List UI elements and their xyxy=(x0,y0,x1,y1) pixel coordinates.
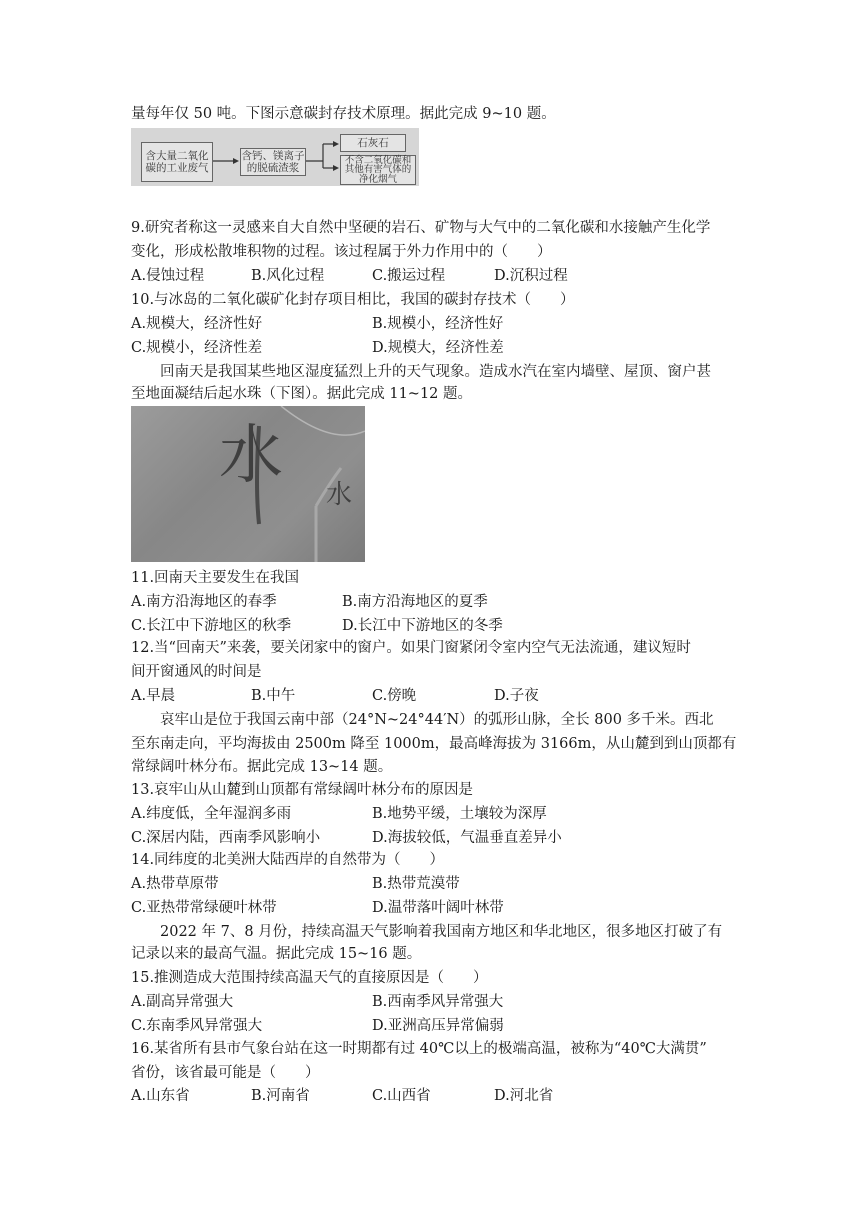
intro-heat-line2: 记录以来的最高气温。据此完成 15~16 题。 xyxy=(131,946,422,962)
q12-stem-line2: 间开窗通风的时间是 xyxy=(131,664,262,680)
q11-option-b[interactable]: B.南方沿海地区的夏季 xyxy=(342,594,488,610)
q9-option-c[interactable]: C.搬运过程 xyxy=(372,268,446,284)
q16-option-a[interactable]: A.山东省 xyxy=(131,1088,190,1104)
q14-option-a[interactable]: A.热带草原带 xyxy=(131,876,219,892)
q11-stem: 11.回南天主要发生在我国 xyxy=(131,570,300,586)
q13-stem: 13.哀牢山从山麓到山顶都有常绿阔叶林分布的原因是 xyxy=(131,782,474,798)
intro-humid-line2: 至地面凝结后起水珠（下图）。据此完成 11~12 题。 xyxy=(131,386,473,402)
q9-stem-line2: 变化，形成松散堆积物的过程。该过程属于外力作用中的（ ） xyxy=(131,244,552,260)
photo-char-large: 水 xyxy=(219,419,283,493)
diagram-box-limestone: 石灰石 xyxy=(340,134,406,152)
q15-option-c[interactable]: C.东南季风异常强大 xyxy=(131,1018,263,1034)
q14-option-d[interactable]: D.温带落叶阔叶林带 xyxy=(372,900,504,916)
q14-option-c[interactable]: C.亚热带常绿硬叶林带 xyxy=(131,900,277,916)
q10-option-a[interactable]: A.规模大，经济性好 xyxy=(131,316,263,332)
q16-option-b[interactable]: B.河南省 xyxy=(251,1088,310,1104)
intro-carbon-storage: 量每年仅 50 吨。下图示意碳封存技术原理。据此完成 9~10 题。 xyxy=(131,106,556,122)
q16-option-d[interactable]: D.河北省 xyxy=(494,1088,554,1104)
q13-option-a[interactable]: A.纬度低，全年湿润多雨 xyxy=(131,806,292,822)
q14-option-b[interactable]: B.热带荒漠带 xyxy=(372,876,460,892)
q13-option-c[interactable]: C.深居内陆，西南季风影响小 xyxy=(131,830,321,846)
condensation-photo xyxy=(131,406,365,562)
intro-heat-line1: 2022 年 7、8 月份，持续高温天气影响着我国南方地区和华北地区，很多地区打破了有 xyxy=(160,924,723,940)
q12-option-c[interactable]: C.傍晚 xyxy=(372,688,417,704)
diagram-box-industrial-gas: 含大量二氧化碳的工业废气 xyxy=(141,142,213,182)
q16-option-c[interactable]: C.山西省 xyxy=(372,1088,431,1104)
q12-stem-line1: 12.当“回南天”来袭，要关闭家中的窗户。如果门窗紧闭令室内空气无法流通，建议短时 xyxy=(131,640,691,656)
photo-char-small: 水 xyxy=(326,480,353,510)
q10-option-d[interactable]: D.规模大，经济性差 xyxy=(372,340,504,356)
q16-stem-line1: 16.某省所有县市气象台站在这一时期都有过 40℃以上的极端高温，被称为“40℃大满贯” xyxy=(131,1041,707,1057)
q9-option-a[interactable]: A.侵蚀过程 xyxy=(131,268,205,284)
q13-option-d[interactable]: D.海拔较低，气温垂直差异小 xyxy=(372,830,562,846)
intro-ailao-line1: 哀牢山是位于我国云南中部（24°N~24°44′N）的弧形山脉，全长 800 多千米。西北 xyxy=(160,712,714,728)
q15-option-b[interactable]: B.西南季风异常强大 xyxy=(372,994,504,1010)
q9-option-b[interactable]: B.风化过程 xyxy=(251,268,325,284)
q10-option-b[interactable]: B.规模小，经济性好 xyxy=(372,316,504,332)
q11-option-c[interactable]: C.长江中下游地区的秋季 xyxy=(131,618,292,634)
q9-stem-line1: 9.研究者称这一灵感来自大自然中坚硬的岩石、矿物与大气中的二氧化碳和水接触产生化学 xyxy=(131,220,711,236)
q15-option-a[interactable]: A.副高异常强大 xyxy=(131,994,234,1010)
diagram-box-clean-gas: 不含二氧化碳和其他有害气体的净化烟气 xyxy=(340,155,416,185)
intro-ailao-line2: 至东南走向，平均海拔由 2500m 降至 1000m，最高峰海拔为 3166m，从山麓到到山顶都有 xyxy=(131,736,737,752)
q9-option-d[interactable]: D.沉积过程 xyxy=(494,268,568,284)
q16-stem-line2: 省份，该省最可能是（ ） xyxy=(131,1065,320,1081)
q10-option-c[interactable]: C.规模小，经济性差 xyxy=(131,340,263,356)
q13-option-b[interactable]: B.地势平缓，土壤较为深厚 xyxy=(372,806,547,822)
diagram-box-slurry: 含钙、镁离子的脱硫渣浆 xyxy=(241,150,305,174)
q15-stem: 15.推测造成大范围持续高温天气的直接原因是（ ） xyxy=(131,970,488,986)
q11-option-d[interactable]: D.长江中下游地区的冬季 xyxy=(342,618,503,634)
q12-option-d[interactable]: D.子夜 xyxy=(494,688,539,704)
q14-stem: 14.同纬度的北美洲大陆西岸的自然带为（ ） xyxy=(131,852,445,868)
q15-option-d[interactable]: D.亚洲高压异常偏弱 xyxy=(372,1018,504,1034)
q12-option-b[interactable]: B.中午 xyxy=(251,688,296,704)
carbon-storage-diagram xyxy=(131,128,419,186)
q11-option-a[interactable]: A.南方沿海地区的春季 xyxy=(131,594,277,610)
q12-option-a[interactable]: A.早晨 xyxy=(131,688,176,704)
intro-ailao-line3: 常绿阔叶林分布。据此完成 13~14 题。 xyxy=(131,759,393,775)
intro-humid-line1: 回南天是我国某些地区湿度猛烈上升的天气现象。造成水汽在室内墙壁、屋顶、窗户甚 xyxy=(160,364,711,380)
q10-stem: 10.与冰岛的二氧化碳矿化封存项目相比，我国的碳封存技术（ ） xyxy=(131,292,575,308)
